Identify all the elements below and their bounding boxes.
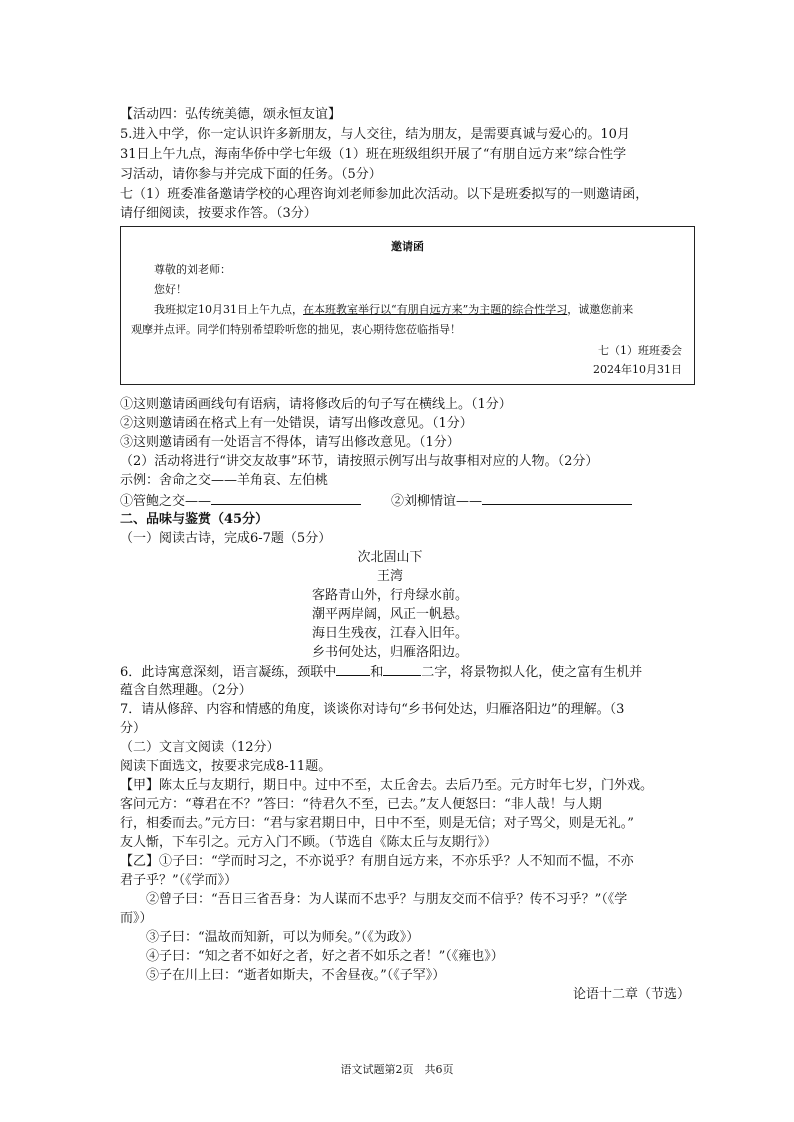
answer-blank-1[interactable] [211, 492, 361, 505]
poem-line-3: 海日生残夜，江春入旧年。 [311, 626, 468, 641]
letter-body-line-1 [154, 302, 633, 318]
letter-body-line-2: 观摩并点评。同学们特别希望聆听您的拙见，衷心期待您莅临指导！ [131, 323, 461, 336]
q5-line-3: 习活动，请你参与并完成下面的任务。（5分） [120, 167, 382, 182]
q7-line-2: 分） [120, 721, 147, 736]
letter-body-post: ，诚邀您前来 [567, 303, 634, 316]
section-2-heading: 二、品味与鉴赏（45分） [120, 512, 269, 527]
letter-greeting: 您好！ [154, 283, 187, 296]
letter-signature: 七（1）班班委会 [598, 344, 682, 357]
yi-line-3: ②曾子曰：“吾日三省吾身：为人谋而不忠乎？与朋友交而不信乎？传不习乎？”（《学 [146, 892, 628, 907]
subq-4: （2）活动将进行“讲交友故事”环节，请按照示例写出与故事相对应的人物。（2分） [120, 454, 599, 469]
jia-line-3: 行，相委而去。”元方曰：“君与家君期日中，日中不至，则是无信；对子骂父，则是无礼。” [120, 816, 634, 831]
q5-line-2: 31日上午九点，海南华侨中学七年级（1）班在班级组织开展了“有朋自远方来”综合性学 [120, 147, 627, 162]
poem-title: 次北固山下 [357, 550, 423, 565]
q5-line-1: 5.进入中学，你一定认识许多新朋友，与人交往，结为朋友，是需要真诚与爱心的。10月 [120, 127, 630, 142]
activity-heading: 【活动四：弘传统美德，颂永恒友谊】 [120, 107, 342, 122]
classical-instruction: 阅读下面选文，按要求完成8-11题。 [120, 759, 332, 774]
poem-author: 王湾 [376, 569, 403, 584]
yi-line-2: 君子乎？”（《学而》） [120, 873, 238, 888]
invitation-letter-box [120, 226, 695, 385]
q5-line-5: 请仔细阅读，按要求作答。（3分） [120, 206, 317, 221]
page-footer: 语文试题第2页 共6页 [340, 1063, 454, 1076]
subq-1: ①这则邀请函画线句有语病，请将修改后的句子写在横线上。（1分） [120, 397, 512, 412]
letter-title: 邀请函 [391, 240, 424, 253]
jia-line-1: 【甲】陈太丘与友期行，期日中。过中不至，太丘舍去。去后乃至。元方时年七岁，门外戏。 [120, 778, 654, 793]
classical-part-heading: （二）文言文阅读（12分） [120, 740, 280, 755]
answer-blank-2[interactable] [482, 492, 632, 505]
q6-line-2: 蕴含自然理趣。（2分） [120, 683, 252, 698]
q7-line-1: 7．请从修辞、内容和情感的角度，谈谈你对诗句“乡书何处达，归雁洛阳边”的理解。（3 [120, 702, 625, 717]
q6-blank-2[interactable] [383, 663, 421, 676]
yi-line-4: 而》） [120, 911, 153, 926]
letter-underlined-sentence: 在本班教室举行以“有朋自远方来”为主题的综合性学习 [303, 303, 568, 316]
poem-line-2: 潮平两岸阔，风正一帆悬。 [311, 607, 468, 622]
yi-line-6: ④子曰：“知之者不如好之者，好之者不如乐之者！”（《雍也》） [146, 949, 504, 964]
q6-line-1 [120, 663, 690, 682]
q6-blank-1[interactable] [336, 663, 370, 676]
yi-line-5: ③子曰：“温故而知新，可以为师矣。”（《为政》） [146, 930, 420, 945]
fill-item-1: ①管鲍之交—— [120, 494, 212, 509]
letter-body-pre: 我班拟定10月31日上午九点， [154, 303, 303, 316]
classical-source: 论语十二章（节选） [572, 987, 690, 1002]
yi-line-1: 【乙】①子曰：“学而时习之，不亦说乎？有朋自远方来，不亦乐乎？人不知而不愠，不亦 [120, 854, 634, 869]
fill-blank-line [120, 492, 690, 511]
letter-salutation: 尊敬的刘老师： [154, 263, 231, 276]
q6-post: 二字，将景物拟人化，使之富有生机并 [421, 665, 643, 680]
subq-2: ②这则邀请函在格式上有一处错误，请写出修改意见。（1分） [120, 416, 473, 431]
section-2-part-1: （一）阅读古诗，完成6-7题（5分） [120, 531, 332, 546]
subq-3: ③这则邀请函有一处语言不得体，请写出修改意见。（1分） [120, 435, 460, 450]
jia-line-4: 友人惭，下车引之。元方入门不顾。（节选自《陈太丘与友期行》） [120, 835, 498, 850]
yi-line-7: ⑤子在川上曰：“逝者如斯夫，不舍昼夜。”（《子罕》） [146, 968, 446, 983]
poem-line-4: 乡书何处达，归雁洛阳边。 [311, 645, 468, 660]
letter-date: 2024年10月31日 [593, 363, 682, 376]
fill-item-2: ②刘柳情谊—— [391, 494, 483, 509]
jia-line-2: 客问元方：“尊君在不？”答曰：“待君久不至，已去。”友人便怒曰：“非人哉！与人期 [120, 797, 602, 812]
q6-mid: 和 [370, 665, 384, 680]
poem-line-1: 客路青山外，行舟绿水前。 [311, 588, 468, 603]
q6-pre: 6．此诗寓意深刻，语言凝练，颈联中 [120, 665, 337, 680]
example-line: 示例：舍命之交——羊角哀、左伯桃 [120, 473, 329, 488]
q5-line-4: 七（1）班委准备邀请学校的心理咨询刘老师参加此次活动。以下是班委拟写的一则邀请函， [120, 187, 649, 202]
